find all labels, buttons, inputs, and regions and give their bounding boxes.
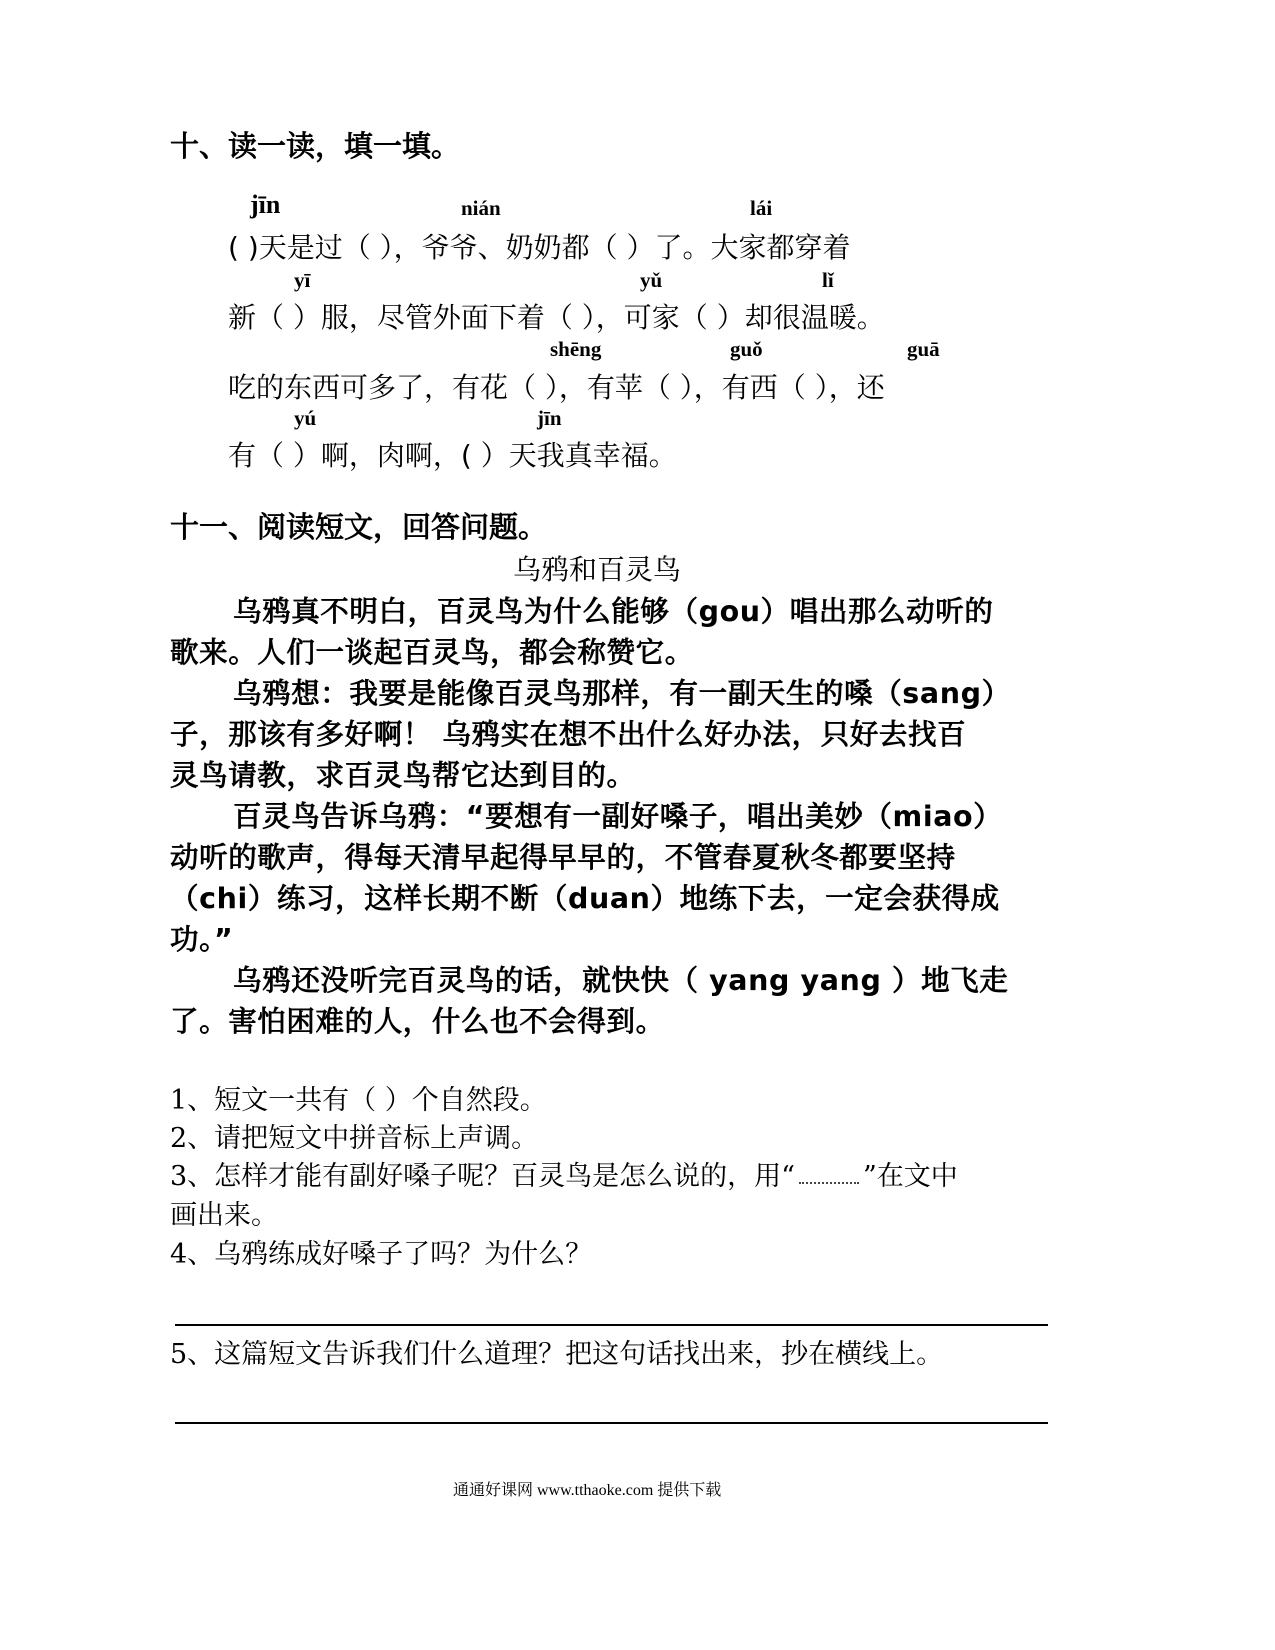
passage-line-1: 乌鸦真不明白，百灵鸟为什么能够（gou）唱出那么动听的 bbox=[233, 595, 994, 628]
question-3-continued: 画出来。 bbox=[170, 1200, 278, 1231]
pinyin-nian: nián bbox=[461, 196, 501, 220]
passage-title: 乌鸦和百灵鸟 bbox=[513, 553, 682, 586]
pinyin-gua: guā bbox=[907, 337, 940, 361]
fill-line-1: ( )天是过（ ），爷爷、奶奶都（ ）了。大家都穿着 bbox=[228, 231, 851, 264]
question-4: 4、乌鸦练成好嗓子了吗？为什么？ bbox=[170, 1239, 593, 1270]
passage-line-3: 乌鸦想：我要是能像百灵鸟那样，有一副天生的嗓（sang） bbox=[233, 677, 1011, 710]
question-2: 2、请把短文中拼音标上声调。 bbox=[170, 1123, 539, 1154]
answer-line-2 bbox=[175, 1422, 1048, 1424]
section-10-heading: 十、读一读，填一填。 bbox=[170, 129, 461, 163]
pinyin-yu-rain: yǔ bbox=[640, 268, 663, 292]
passage-line-2: 歌来。人们一谈起百灵鸟，都会称赞它。 bbox=[170, 636, 694, 669]
pinyin-li: lǐ bbox=[822, 268, 834, 292]
fill-line-3: 吃的东西可多了，有花（ ），有苹（ ），有西（ ），还 bbox=[228, 371, 885, 404]
footer: 通通好课网 www.tthaoke.com 提供下载 bbox=[453, 1482, 722, 1499]
pinyin-guo: guǒ bbox=[730, 337, 763, 361]
question-3-text-a: 3、怎样才能有副好嗓子呢？百灵鸟是怎么说的，用“ bbox=[170, 1161, 795, 1192]
passage-line-4: 子，那该有多好啊！ 乌鸦实在想不出什么好办法，只好去找百 bbox=[170, 718, 967, 751]
pinyin-lai: lái bbox=[750, 196, 773, 220]
passage-line-7: 动听的歌声，得每天清早起得早早的，不管春夏秋冬都要坚持 bbox=[170, 841, 956, 874]
pinyin-jin-1: jīn bbox=[250, 190, 281, 219]
question-3 bbox=[170, 1154, 958, 1193]
pinyin-yi: yī bbox=[294, 268, 311, 292]
fill-line-4: 有（ ）啊，肉啊，( ）天我真幸福。 bbox=[228, 439, 677, 472]
passage-line-10: 乌鸦还没听完百灵鸟的话，就快快（ yang yang ）地飞走 bbox=[233, 964, 1009, 997]
passage-line-11: 了。害怕困难的人，什么也不会得到。 bbox=[170, 1005, 665, 1038]
answer-line-1 bbox=[175, 1324, 1048, 1326]
question-5: 5、这篇短文告诉我们什么道理？把这句话找出来，抄在横线上。 bbox=[170, 1339, 944, 1370]
pinyin-yu-fish: yú bbox=[294, 406, 317, 430]
question-3-text-b: ”在文中 bbox=[862, 1161, 958, 1192]
question-1: 1、短文一共有（ ）个自然段。 bbox=[170, 1085, 547, 1116]
passage-line-6: 百灵鸟告诉乌鸦：“要想有一副好嗓子，唱出美妙（miao） bbox=[233, 800, 1003, 833]
wavy-underline-mark bbox=[799, 1172, 859, 1184]
pinyin-jin-2: jīn bbox=[537, 406, 562, 430]
section-11-heading: 十一、阅读短文，回答问题。 bbox=[170, 510, 548, 544]
passage-line-5: 灵鸟请教，求百灵鸟帮它达到目的。 bbox=[170, 759, 636, 792]
passage-line-9: 功。” bbox=[170, 923, 234, 956]
fill-line-2: 新（ ）服，尽管外面下着（ ），可家（ ）却很温暖。 bbox=[228, 301, 885, 334]
passage-line-8: （chi）练习，这样长期不断（duan）地练下去，一定会获得成 bbox=[170, 882, 1000, 915]
pinyin-sheng: shēng bbox=[550, 337, 602, 361]
